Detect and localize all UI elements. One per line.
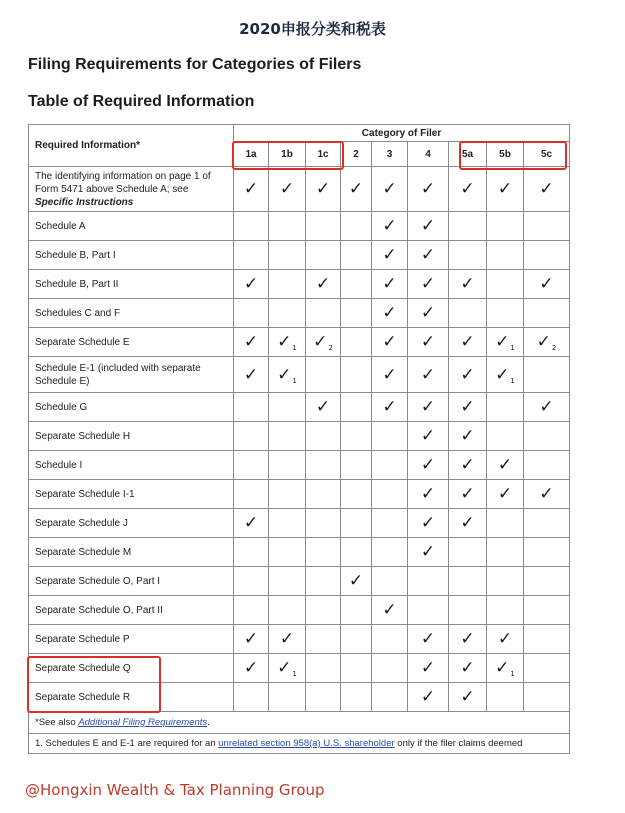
check-mark-cell — [372, 393, 408, 422]
check-mark-cell — [408, 241, 449, 270]
check-icon: ✓ — [382, 600, 397, 620]
check-icon: ✓ — [420, 658, 436, 678]
check-icon: ✓ — [315, 274, 331, 294]
empty-cell — [487, 241, 524, 270]
empty-cell — [234, 393, 269, 422]
check-icon: ✓ — [420, 513, 436, 533]
check-mark-cell — [234, 328, 269, 357]
empty-cell — [341, 625, 372, 654]
footnote-suffix: only if the filer claims deemed — [394, 738, 523, 749]
check-mark-cell — [449, 654, 487, 683]
check-icon: ✓ — [313, 332, 328, 352]
empty-cell — [524, 538, 570, 567]
check-mark-cell — [487, 451, 524, 480]
empty-cell — [524, 509, 570, 538]
check-icon: ✓ — [495, 332, 510, 352]
column-header-1a: 1a — [234, 142, 269, 167]
check-icon: ✓ — [279, 179, 295, 199]
check-mark-cell — [449, 625, 487, 654]
check-icon: ✓ — [420, 274, 436, 294]
table-row — [29, 625, 570, 654]
row-label: Schedule G — [29, 393, 234, 422]
table-row — [29, 270, 570, 299]
check-mark-cell — [306, 328, 341, 357]
empty-cell — [341, 451, 372, 480]
empty-cell — [341, 270, 372, 299]
empty-cell — [306, 538, 341, 567]
check-mark-cell — [372, 596, 408, 625]
check-mark-cell — [372, 299, 408, 328]
column-header-4: 4 — [408, 142, 449, 167]
empty-cell — [269, 241, 306, 270]
check-icon: ✓ — [460, 397, 475, 417]
check-icon: ✓ — [460, 274, 475, 294]
check-icon: ✓ — [460, 455, 475, 475]
check-icon: ✓ — [382, 245, 397, 265]
empty-cell — [341, 393, 372, 422]
empty-cell — [524, 654, 570, 683]
row-label: Schedule A — [29, 212, 234, 241]
table-row — [29, 212, 570, 241]
check-mark-cell — [487, 357, 524, 393]
column-header-5a: 5a — [449, 142, 487, 167]
check-mark-cell — [449, 393, 487, 422]
empty-cell — [306, 241, 341, 270]
empty-cell — [449, 596, 487, 625]
empty-cell — [269, 212, 306, 241]
check-mark-cell — [234, 509, 269, 538]
row-label: Schedule I — [29, 451, 234, 480]
check-icon: ✓ — [460, 364, 475, 385]
check-mark-cell — [269, 167, 306, 212]
check-mark-cell — [408, 270, 449, 299]
empty-cell — [341, 422, 372, 451]
column-header-1c: 1c — [306, 142, 341, 167]
check-icon: ✓ — [420, 455, 436, 475]
check-mark-cell — [269, 654, 306, 683]
empty-cell — [269, 451, 306, 480]
empty-cell — [269, 596, 306, 625]
empty-cell — [341, 357, 372, 393]
empty-cell — [524, 625, 570, 654]
empty-cell — [372, 480, 408, 509]
row-label — [29, 167, 234, 212]
check-mark-cell — [408, 328, 449, 357]
empty-cell — [234, 480, 269, 509]
empty-cell — [372, 422, 408, 451]
empty-cell — [408, 596, 449, 625]
check-mark-cell — [408, 451, 449, 480]
check-mark-cell — [524, 328, 570, 357]
empty-cell — [487, 270, 524, 299]
check-icon: ✓ — [460, 629, 475, 649]
empty-cell — [408, 567, 449, 596]
empty-cell — [372, 683, 408, 712]
table-row — [29, 422, 570, 451]
empty-cell — [234, 422, 269, 451]
highlight-box-schedule-q-r — [27, 656, 161, 713]
row-label: Separate Schedule O, Part II — [29, 596, 234, 625]
check-mark-cell — [341, 167, 372, 212]
footnote-ref: 2 — [551, 344, 557, 352]
check-mark-cell — [487, 167, 524, 212]
empty-cell — [524, 596, 570, 625]
empty-cell — [372, 509, 408, 538]
check-icon: ✓ — [495, 658, 510, 678]
check-mark-cell — [269, 328, 306, 357]
empty-cell — [306, 480, 341, 509]
empty-cell — [449, 538, 487, 567]
check-mark-cell — [408, 357, 449, 393]
check-icon: ✓ — [495, 364, 510, 385]
check-mark-cell — [524, 167, 570, 212]
check-icon: ✓ — [497, 179, 513, 199]
check-icon: ✓ — [382, 397, 397, 417]
check-icon: ✓ — [497, 455, 513, 475]
check-icon: ✓ — [420, 687, 436, 707]
check-mark-cell — [341, 567, 372, 596]
empty-cell — [306, 357, 341, 393]
check-icon: ✓ — [539, 274, 554, 294]
check-icon: ✓ — [420, 179, 436, 199]
table-row — [29, 596, 570, 625]
check-mark-cell — [449, 270, 487, 299]
row-label: Separate Schedule O, Part I — [29, 567, 234, 596]
row-label: Separate Schedule E — [29, 328, 234, 357]
check-icon: ✓ — [277, 658, 292, 678]
empty-cell — [372, 654, 408, 683]
empty-cell — [306, 625, 341, 654]
check-icon: ✓ — [382, 274, 397, 294]
empty-cell — [524, 451, 570, 480]
empty-cell — [524, 241, 570, 270]
table-row — [29, 328, 570, 357]
check-icon: ✓ — [243, 364, 259, 385]
check-icon: ✓ — [460, 484, 475, 504]
check-icon: ✓ — [382, 332, 397, 352]
check-mark-cell — [487, 328, 524, 357]
see-also-note — [29, 712, 570, 734]
check-mark-cell — [408, 480, 449, 509]
check-icon: ✓ — [497, 629, 513, 649]
empty-cell — [341, 328, 372, 357]
check-mark-cell — [449, 480, 487, 509]
note-suffix: . — [207, 717, 210, 728]
empty-cell — [306, 422, 341, 451]
table-row — [29, 393, 570, 422]
check-icon: ✓ — [279, 629, 295, 649]
empty-cell — [234, 299, 269, 328]
check-icon: ✓ — [382, 216, 397, 236]
check-mark-cell — [372, 241, 408, 270]
check-mark-cell — [449, 683, 487, 712]
row-label: Separate Schedule H — [29, 422, 234, 451]
check-mark-cell — [408, 538, 449, 567]
check-mark-cell — [372, 270, 408, 299]
check-icon: ✓ — [243, 274, 259, 294]
table-row — [29, 567, 570, 596]
check-icon: ✓ — [348, 179, 364, 199]
empty-cell — [306, 299, 341, 328]
check-mark-cell — [449, 167, 487, 212]
empty-cell — [524, 212, 570, 241]
check-mark-cell — [269, 625, 306, 654]
table-row — [29, 538, 570, 567]
empty-cell — [341, 509, 372, 538]
check-icon: ✓ — [243, 513, 259, 533]
footnote-ref: 1 — [292, 670, 297, 678]
empty-cell — [234, 212, 269, 241]
check-icon: ✓ — [420, 426, 436, 446]
check-icon: ✓ — [460, 658, 475, 678]
empty-cell — [487, 538, 524, 567]
required-info-header: Required Information* — [29, 125, 234, 167]
empty-cell — [306, 212, 341, 241]
empty-cell — [269, 422, 306, 451]
check-icon: ✓ — [460, 179, 475, 199]
empty-cell — [341, 683, 372, 712]
empty-cell — [269, 480, 306, 509]
check-mark-cell — [449, 422, 487, 451]
check-mark-cell — [524, 270, 570, 299]
watermark: @Hongxin Wealth & Tax Planning Group — [25, 781, 325, 799]
empty-cell — [372, 538, 408, 567]
empty-cell — [449, 241, 487, 270]
check-icon: ✓ — [243, 629, 259, 649]
row-label: Schedule B, Part I — [29, 241, 234, 270]
check-mark-cell — [408, 683, 449, 712]
check-icon: ✓ — [539, 484, 554, 504]
check-mark-cell — [408, 167, 449, 212]
table-row — [29, 299, 570, 328]
check-mark-cell — [408, 393, 449, 422]
empty-cell — [269, 299, 306, 328]
note-prefix: *See also — [35, 717, 79, 728]
empty-cell — [372, 625, 408, 654]
check-icon: ✓ — [277, 332, 292, 352]
check-mark-cell — [234, 167, 269, 212]
empty-cell — [524, 299, 570, 328]
table-row — [29, 241, 570, 270]
check-icon: ✓ — [497, 484, 513, 504]
row-label: Separate Schedule J — [29, 509, 234, 538]
check-icon: ✓ — [243, 179, 259, 199]
footnote-ref: 1 — [292, 376, 297, 385]
check-icon: ✓ — [382, 303, 397, 323]
specific-instructions-ref: Specific Instructions — [35, 196, 134, 208]
empty-cell — [341, 596, 372, 625]
check-mark-cell — [234, 654, 269, 683]
empty-cell — [269, 509, 306, 538]
check-icon: ✓ — [420, 303, 436, 323]
check-mark-cell — [372, 357, 408, 393]
check-icon: ✓ — [243, 658, 259, 678]
check-mark-cell — [269, 357, 306, 393]
empty-cell — [449, 212, 487, 241]
check-icon: ✓ — [315, 179, 331, 199]
empty-cell — [487, 567, 524, 596]
check-mark-cell — [408, 422, 449, 451]
empty-cell — [524, 567, 570, 596]
check-icon: ✓ — [382, 364, 397, 385]
check-mark-cell — [408, 212, 449, 241]
check-icon: ✓ — [420, 397, 436, 417]
empty-cell — [234, 538, 269, 567]
empty-cell — [269, 393, 306, 422]
empty-cell — [487, 509, 524, 538]
empty-cell — [269, 538, 306, 567]
check-icon: ✓ — [539, 179, 554, 199]
row-label: Schedules C and F — [29, 299, 234, 328]
empty-cell — [524, 422, 570, 451]
table-row — [29, 167, 570, 212]
check-icon: ✓ — [348, 571, 364, 591]
row-label: Schedule B, Part II — [29, 270, 234, 299]
footnote-ref: 1 — [510, 376, 515, 385]
check-mark-cell — [487, 480, 524, 509]
empty-cell — [487, 393, 524, 422]
empty-cell — [306, 451, 341, 480]
empty-cell — [487, 596, 524, 625]
check-mark-cell — [449, 328, 487, 357]
check-mark-cell — [487, 625, 524, 654]
footnote-1 — [29, 734, 570, 754]
check-icon: ✓ — [277, 364, 292, 385]
category-header: Category of Filer — [234, 125, 570, 142]
table-row — [29, 357, 570, 393]
check-icon: ✓ — [460, 426, 475, 446]
check-mark-cell — [372, 328, 408, 357]
check-mark-cell — [234, 270, 269, 299]
row-label: Separate Schedule P — [29, 625, 234, 654]
empty-cell — [372, 567, 408, 596]
footnote-ref: 1 — [292, 344, 297, 352]
empty-cell — [234, 451, 269, 480]
row-label-text: The identifying information on page 1 of Form 5471 above Schedule A; see — [35, 170, 211, 195]
check-mark-cell — [524, 393, 570, 422]
row-label: Separate Schedule I-1 — [29, 480, 234, 509]
empty-cell — [269, 567, 306, 596]
check-mark-cell — [408, 654, 449, 683]
empty-cell — [341, 299, 372, 328]
empty-cell — [269, 270, 306, 299]
empty-cell — [487, 422, 524, 451]
empty-cell — [306, 683, 341, 712]
check-mark-cell — [408, 299, 449, 328]
table-row — [29, 480, 570, 509]
empty-cell — [234, 567, 269, 596]
check-icon: ✓ — [243, 332, 259, 352]
column-header-3: 3 — [372, 142, 408, 167]
empty-cell — [306, 654, 341, 683]
page-title: 2020申报分类和税表 — [239, 20, 386, 38]
empty-cell — [487, 683, 524, 712]
check-mark-cell — [487, 654, 524, 683]
row-label: Schedule E-1 (included with separate Schedule E) — [29, 357, 234, 393]
check-mark-cell — [234, 625, 269, 654]
column-header-5c: 5c — [524, 142, 570, 167]
check-icon: ✓ — [420, 629, 436, 649]
empty-cell — [341, 480, 372, 509]
empty-cell — [487, 299, 524, 328]
check-mark-cell — [372, 212, 408, 241]
empty-cell — [341, 212, 372, 241]
check-icon: ✓ — [460, 687, 475, 707]
check-icon: ✓ — [536, 332, 551, 352]
unrelated-shareholder-link[interactable]: unrelated section 958(a) U.S. shareholder — [218, 738, 395, 749]
check-mark-cell — [372, 167, 408, 212]
footnote-ref: 1 — [510, 670, 515, 678]
check-icon: ✓ — [460, 332, 475, 352]
check-icon: ✓ — [539, 397, 554, 417]
check-icon: ✓ — [382, 179, 397, 199]
check-mark-cell — [306, 270, 341, 299]
section-heading: Filing Requirements for Categories of Filers — [28, 56, 362, 73]
column-header-5b: 5b — [487, 142, 524, 167]
empty-cell — [341, 654, 372, 683]
footnote-ref: 1 — [510, 344, 515, 352]
empty-cell — [372, 451, 408, 480]
check-mark-cell — [408, 625, 449, 654]
check-icon: ✓ — [420, 216, 436, 236]
footnote-prefix: 1. Schedules E and E-1 are required for an — [35, 738, 219, 749]
column-header-1b: 1b — [269, 142, 306, 167]
check-mark-cell — [449, 451, 487, 480]
check-mark-cell — [449, 357, 487, 393]
empty-cell — [234, 241, 269, 270]
check-mark-cell — [306, 393, 341, 422]
footnote-ref: 2 — [328, 344, 333, 352]
table-row — [29, 509, 570, 538]
highlight-box-1a-1c — [232, 141, 344, 170]
empty-cell — [341, 538, 372, 567]
empty-cell — [524, 683, 570, 712]
empty-cell — [306, 596, 341, 625]
table-row — [29, 451, 570, 480]
empty-cell — [449, 567, 487, 596]
empty-cell — [234, 596, 269, 625]
check-icon: ✓ — [420, 332, 436, 352]
empty-cell — [487, 212, 524, 241]
check-mark-cell — [306, 167, 341, 212]
check-icon: ✓ — [315, 397, 331, 417]
highlight-box-5a-5c — [459, 141, 567, 170]
check-icon: ✓ — [420, 245, 436, 265]
column-header-2: 2 — [341, 142, 372, 167]
check-icon: ✓ — [420, 364, 436, 385]
empty-cell — [234, 683, 269, 712]
check-mark-cell — [234, 357, 269, 393]
row-label: Separate Schedule R — [29, 683, 234, 712]
empty-cell — [306, 509, 341, 538]
additional-filing-requirements-link[interactable]: Additional Filing Requirements — [78, 717, 208, 728]
empty-cell — [449, 299, 487, 328]
row-label: Separate Schedule Q — [29, 654, 234, 683]
empty-cell — [306, 567, 341, 596]
check-mark-cell — [524, 480, 570, 509]
check-icon: ✓ — [420, 542, 436, 562]
check-mark-cell — [449, 509, 487, 538]
empty-cell — [269, 683, 306, 712]
check-mark-cell — [408, 509, 449, 538]
check-icon: ✓ — [420, 484, 436, 504]
row-label: Separate Schedule M — [29, 538, 234, 567]
empty-cell — [341, 241, 372, 270]
empty-cell — [524, 357, 570, 393]
table-heading: Table of Required Information — [28, 93, 255, 110]
check-icon: ✓ — [460, 513, 475, 533]
